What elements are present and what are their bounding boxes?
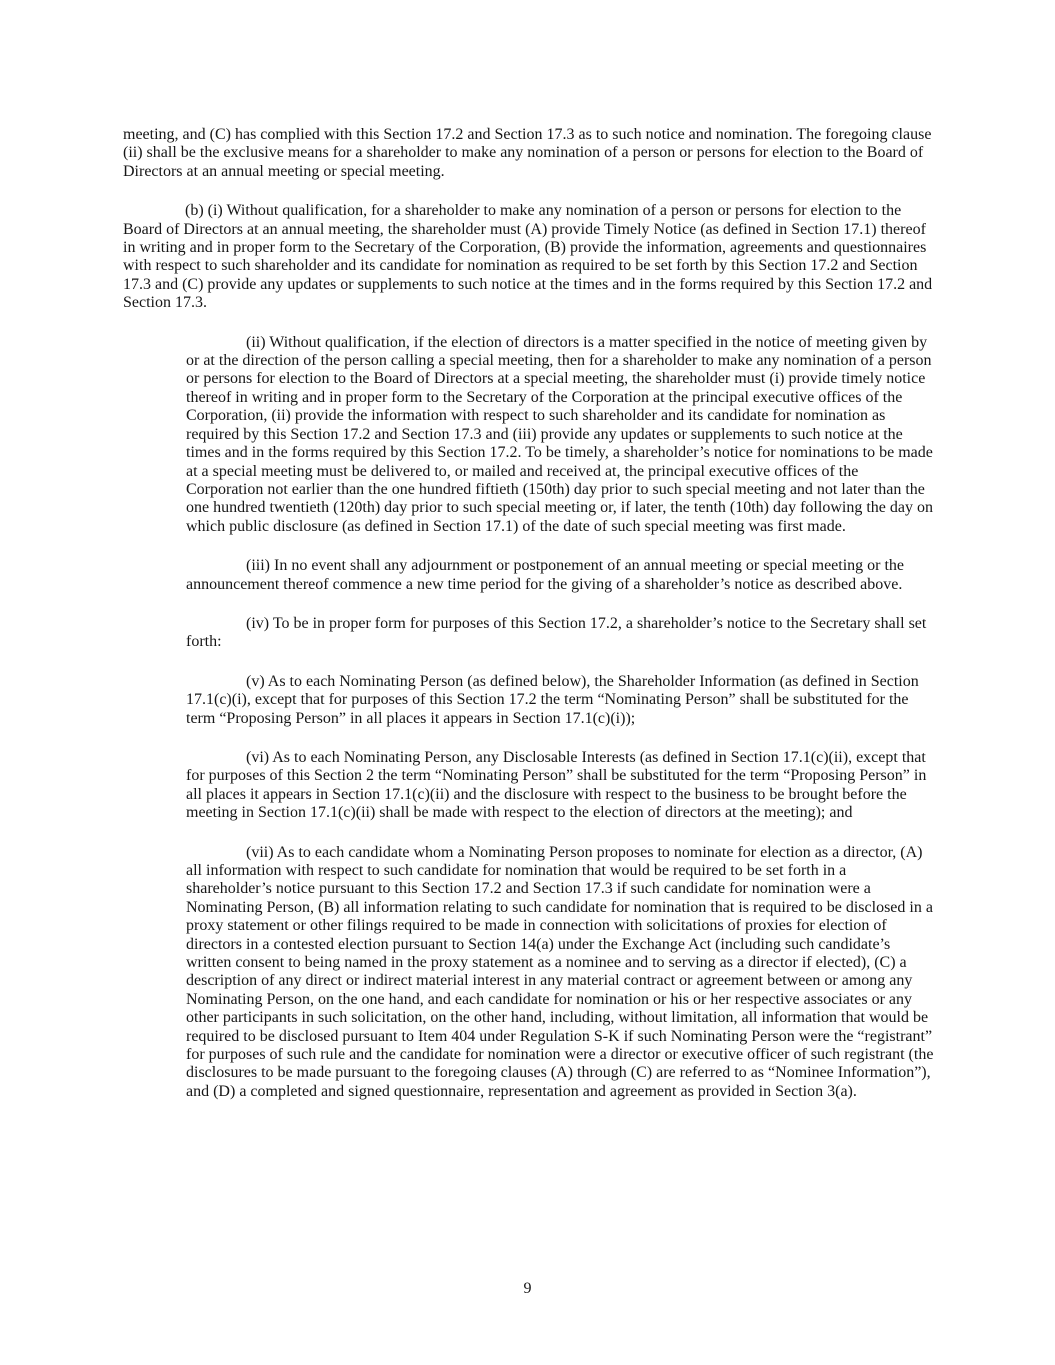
- paragraph-vii: (vii) As to each candidate whom a Nominating Person proposes to nominate for election as a director, (A) all information with respect to such candidate for nomination that would be required to be set forth in a shareholder’s notice pursuant to this Section 17.2 and Section 17.3 if such candidate for nomination were a Nominating Person, (B) all information relating to such candidate for nomination that is required to be disclosed in a proxy statement or other filings required to be made in connection with solicitations of proxies for election of directors in a contested election pursuant to Section 14(a) under the Exchange Act (including such candidate’s written consent to being named in the proxy statement as a nominee and to serving as a director if elected), (C) a description of any direct or indirect material interest in any material contract or agreement between or among any Nominating Person, on the one hand, and each candidate for nomination or his or her respective associates or any other participants in such solicitation, on the other hand, including, without limitation, all information that would be required to be disclosed pursuant to Item 404 under Regulation S-K if such Nominating Person were the “registrant” for purposes of such rule and the candidate for nomination were a director or executive officer of such registrant (the disclosures to be made pursuant to the foregoing clauses (A) through (C) are referred to as “Nominee Information”), and (D) a completed and signed questionnaire, representation and agreement as provided in Section 3(a).: [186, 843, 934, 1100]
- paragraph-iv: (iv) To be in proper form for purposes of this Section 17.2, a shareholder’s notice to the Secretary shall set forth:: [186, 614, 927, 651]
- paragraph-ii: (ii) Without qualification, if the election of directors is a matter specified in the notice of meeting given by or at the direction of the person calling a special meeting, then for a shareholder to make any nomination of a person or persons for election to the Board of Directors at a special meeting, the shareholder must (i) provide timely notice thereof in writing and in proper form to the Secretary of the Corporation at the principal executive offices of the Corporation, (ii) provide the information with respect to such shareholder and its candidate for nomination as required by this Section 17.2 and Section 17.3 and (iii) provide any updates or supplements to such notice at the times and in the forms required by this Section 17.2. To be timely, a shareholder’s notice for nominations to be made at a special meeting must be delivered to, or mailed and received at, the principal executive offices of the Corporation not earlier than the one hundred fiftieth (150th) day prior to such special meeting and not later than the one hundred twentieth (120th) day prior to such special meeting or, if later, the tenth (10th) day following the day on which public disclosure (as defined in Section 17.1) of the date of such special meeting was first made.: [186, 333, 933, 535]
- paragraph-v: (v) As to each Nominating Person (as defined below), the Shareholder Information (as defined in Section 17.1(c)(i), except that for purposes of this Section 17.2 the term “Nominating Person” shall be substituted for the term “Proposing Person” in all places it appears in Section 17.1(c)(i));: [186, 672, 919, 727]
- paragraph-vi: (vi) As to each Nominating Person, any Disclosable Interests (as defined in Section 17.1(c)(ii), except that for purposes of this Section 2 the term “Nominating Person” shall be substituted for the term “Proposing Person” in all places it appears in Section 17.1(c)(ii) and the disclosure with respect to the business to be brought before the meeting in Section 17.1(c)(ii) shall be made with respect to the election of directors at the meeting); and: [186, 748, 927, 822]
- paragraph-b-i: (b) (i) Without qualification, for a shareholder to make any nomination of a person or persons for election to the Board of Directors at an annual meeting, the shareholder must (A) provide Timely Notice (as defined in Section 17.1) thereof in writing and in proper form to the Secretary of the Corporation, (B) provide the information, agreements and questionnaires with respect to such shareholder and its candidate for nomination as required to be set forth by this Section 17.2 and Section 17.3 and (C) provide any updates or supplements to such notice at the times and in the forms required by this Section 17.2 and Section 17.3.: [123, 202, 933, 312]
- text-body: [123, 126, 935, 1122]
- paragraph-iii: (iii) In no event shall any adjournment or postponement of an annual meeting or special meeting or the announcement thereof commence a new time period for the giving of a shareholder’s notice as described above.: [186, 557, 905, 593]
- page-number: 9: [523, 1280, 532, 1297]
- paragraph-continuation: meeting, and (C) has complied with this Section 17.2 and Section 17.3 as to such notice and nomination. The foregoing clause (ii) shall be the exclusive means for a shareholder to make any nomination of a person or persons for election to the Board of Directors at an annual meeting or special meeting.: [123, 126, 932, 180]
